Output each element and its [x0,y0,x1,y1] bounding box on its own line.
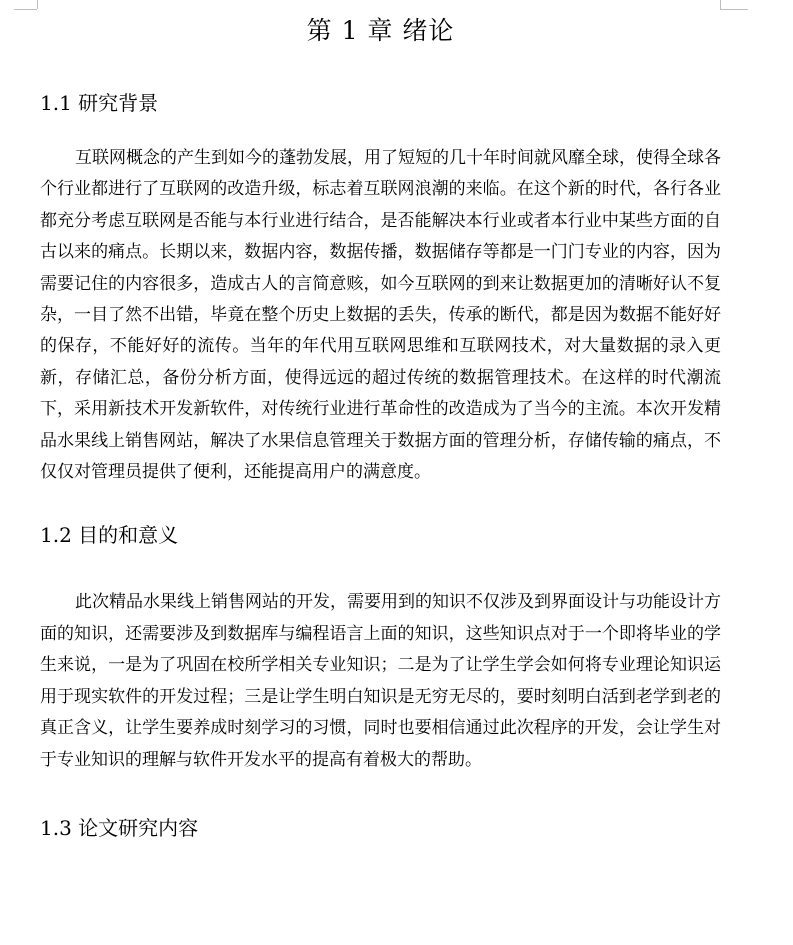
chapter-title: 第 1 章 绪论 [306,16,455,45]
crop-mark-top-left-horizontal [14,9,37,10]
section-heading-purpose-significance: 1.2 目的和意义 [40,523,179,548]
paragraph-research-background: 互联网概念的产生到如今的蓬勃发展，用了短短的几十年时间就风靡全球，使得全球各个行业都进行了互联网的改造升级，标志着互联网浪潮的来临。在这个新的时代，各行各业都充分考虑互联网是否能与本行业进行结合，是否能解决本行业或者本行业中某些方面的自古以来的痛点。长期以来，数据内容，数据传播，数据储存等都是一门门专业的内容，因为需要记住的内容很多，造成古人的言简意赅，如今互联网的到来让数据更加的清晰好认不复杂，一目了然不出错，毕竟在整个历史上数据的丢失，传承的断代，都是因为数据不能好好的保存，不能好好的流传。当年的年代用互联网思维和互联网技术，对大量数据的录入更新，存储汇总，备份分析方面，使得远远的超过传统的数据管理技术。在这样的时代潮流下，采用新技术开发新软件，对传统行业进行革命性的改造成为了当今的主流。本次开发精品水果线上销售网站，解决了水果信息管理关于数据方面的管理分析，存储传输的痛点，不仅仅对管理员提供了便利，还能提高用户的满意度。 [40,148,721,483]
crop-mark-top-right-horizontal [720,9,748,10]
crop-mark-top-left-vertical [37,0,38,9]
section-heading-research-background: 1.1 研究背景 [40,91,159,115]
section-heading-research-content: 1.3 论文研究内容 [40,815,199,840]
document-body [40,0,721,842]
paragraph-purpose-significance: 此次精品水果线上销售网站的开发，需要用到的知识不仅涉及到界面设计与功能设计方面的知识，还需要涉及到数据库与编程语言上面的知识，这些知识点对于一个即将毕业的学生来说，一是为了巩固在校所学相关专业知识；二是为了让学生学会如何将专业理论知识运用于现实软件的开发过程；三是让学生明白知识是无穷无尽的，要时刻明白活到老学到老的真正含义，让学生要养成时刻学习的习惯，同时也要相信通过此次程序的开发，会让学生对于专业知识的理解与软件开发水平的提高有着极大的帮助。 [40,592,721,770]
